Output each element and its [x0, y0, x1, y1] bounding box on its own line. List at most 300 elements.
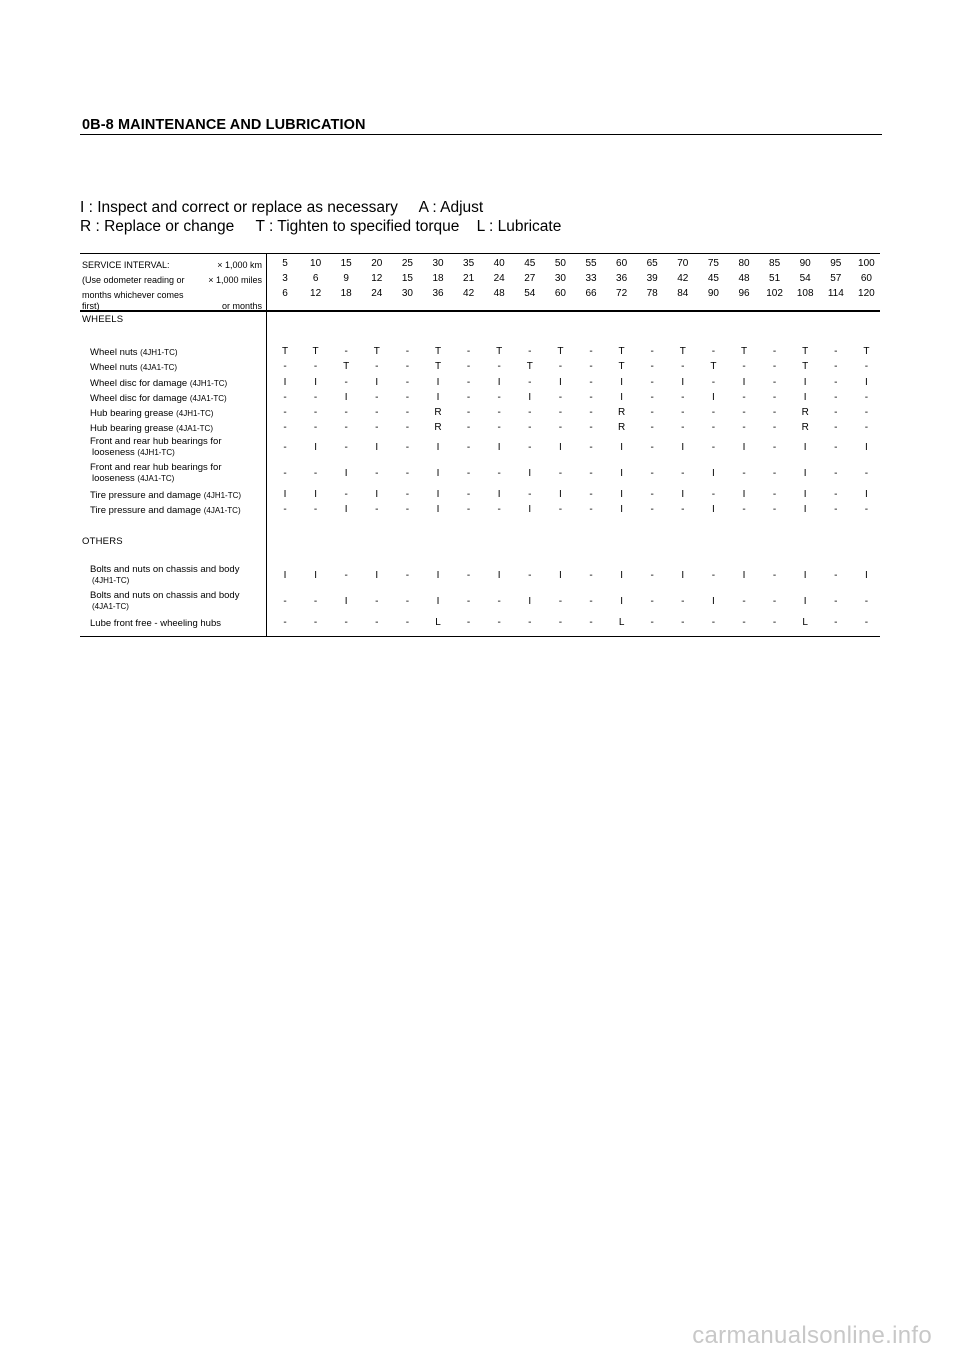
schedule-cell: -	[650, 392, 654, 403]
schedule-cell: -	[313, 407, 318, 418]
schedule-cell: -	[742, 504, 746, 515]
schedule-cell: I	[803, 468, 807, 479]
schedule-cell: -	[375, 392, 379, 403]
schedule-cell: -	[344, 442, 348, 453]
schedule-cell: -	[772, 407, 777, 418]
item-label	[90, 423, 262, 434]
schedule-cell: -	[375, 468, 379, 479]
schedule-cell: -	[466, 346, 471, 357]
schedule-cell: -	[742, 392, 746, 403]
schedule-cell: I	[712, 468, 715, 479]
schedule-cell: -	[650, 407, 654, 418]
item-name: Tire pressure and damage	[90, 490, 202, 501]
schedule-cell: -	[405, 489, 410, 500]
schedule-cell: -	[589, 570, 593, 581]
schedule-cell: -	[711, 377, 716, 388]
schedule-cell: I	[436, 468, 440, 479]
item-name: Wheel nuts	[90, 362, 138, 373]
schedule-cell: -	[344, 489, 348, 500]
schedule-cell: -	[650, 361, 654, 372]
schedule-cell: -	[589, 468, 593, 479]
item-label	[90, 618, 262, 629]
schedule-cell: I	[620, 392, 623, 403]
page-header	[80, 116, 882, 135]
schedule-cell: -	[834, 489, 838, 500]
schedule-cell: -	[466, 570, 471, 581]
interval-km-cell: 30	[432, 258, 444, 269]
item-variant: (4JH1-TC)	[203, 491, 242, 500]
schedule-cell: I	[681, 570, 685, 581]
schedule-cell: I	[436, 596, 440, 607]
schedule-cell: L	[802, 617, 808, 628]
schedule-cell: L	[435, 617, 441, 628]
schedule-cell: I	[528, 392, 532, 403]
schedule-cell: I	[436, 442, 440, 453]
item-variant: (4JA1-TC)	[189, 394, 227, 403]
schedule-cell: -	[589, 617, 593, 628]
schedule-cell: I	[314, 489, 317, 500]
schedule-cell: -	[681, 392, 685, 403]
schedule-cell: -	[497, 361, 501, 372]
schedule-cell: -	[405, 377, 410, 388]
schedule-cell: -	[864, 617, 869, 628]
schedule-cell: T	[618, 346, 625, 357]
interval-km-cell: 75	[707, 258, 719, 269]
interval-miles-cell: 27	[524, 273, 536, 284]
schedule-cell: -	[344, 346, 348, 357]
schedule-cell: I	[344, 596, 348, 607]
schedule-cell: I	[314, 442, 317, 453]
schedule-cell: I	[803, 504, 807, 515]
schedule-cell: -	[650, 468, 654, 479]
schedule-cell: -	[405, 504, 410, 515]
schedule-cell: R	[434, 407, 442, 418]
schedule-cell: R	[801, 407, 809, 418]
schedule-cell: -	[742, 422, 746, 433]
item-name: Tire pressure and damage	[90, 505, 202, 516]
schedule-cell: -	[283, 596, 287, 607]
schedule-cell: -	[589, 596, 593, 607]
interval-miles-cell: 6	[312, 273, 319, 284]
schedule-cell: -	[405, 442, 410, 453]
schedule-cell: I	[497, 570, 501, 581]
item-variant: (4JH1-TC)	[140, 348, 178, 357]
schedule-cell: -	[313, 617, 318, 628]
schedule-cell: -	[650, 489, 654, 500]
schedule-cell: I	[497, 377, 501, 388]
schedule-cell: -	[558, 422, 563, 433]
schedule-cell: I	[283, 377, 287, 388]
schedule-cell: -	[834, 570, 838, 581]
schedule-cell: -	[558, 468, 563, 479]
schedule-cell: I	[865, 489, 868, 500]
schedule-cell: -	[528, 570, 532, 581]
item-variant: (4JH1-TC)	[176, 409, 214, 418]
schedule-cell: -	[650, 596, 654, 607]
interval-months-cell: 78	[646, 288, 658, 299]
schedule-cell: I	[528, 596, 532, 607]
schedule-cell: I	[742, 442, 746, 453]
interval-months-cell: 72	[616, 288, 628, 299]
interval-miles-cell: 51	[769, 273, 781, 284]
interval-miles-cell: 12	[371, 273, 383, 284]
schedule-cell: I	[620, 596, 623, 607]
schedule-cell: -	[375, 596, 379, 607]
schedule-cell: -	[344, 617, 348, 628]
schedule-cell: I	[865, 570, 868, 581]
interval-miles-cell: 42	[677, 273, 689, 284]
schedule-cell: -	[650, 570, 654, 581]
schedule-cell: T	[557, 346, 564, 357]
section-heading: WHEELS	[82, 314, 124, 325]
schedule-cell: I	[681, 442, 685, 453]
schedule-cell: -	[466, 361, 471, 372]
schedule-cell: -	[834, 346, 838, 357]
schedule-cell: I	[620, 489, 623, 500]
item-variant: (4JH1-TC)	[92, 576, 130, 585]
schedule-cell: I	[344, 504, 348, 515]
schedule-cell: I	[742, 489, 746, 500]
schedule-cell: -	[681, 468, 685, 479]
interval-miles-cell: 45	[707, 273, 719, 284]
schedule-cell: I	[742, 377, 746, 388]
interval-km-cell: 55	[585, 258, 597, 269]
schedule-cell: -	[375, 361, 379, 372]
schedule-cell: -	[650, 442, 654, 453]
schedule-cell: -	[589, 442, 593, 453]
schedule-cell: T	[526, 361, 533, 372]
schedule-cell: T	[802, 346, 809, 357]
schedule-cell: R	[617, 407, 626, 418]
schedule-cell: -	[864, 596, 869, 607]
interval-miles-cell: 21	[463, 273, 475, 284]
schedule-cell: -	[681, 407, 685, 418]
unit-km-label: × 1,000 km	[217, 260, 262, 270]
section-heading: OTHERS	[82, 536, 123, 547]
interval-km-cell: 100	[858, 258, 875, 269]
item-name: Front and rear hub bearings for	[90, 436, 222, 447]
interval-months-cell: 36	[432, 288, 444, 299]
schedule-cell: -	[772, 617, 777, 628]
schedule-cell: -	[742, 361, 746, 372]
schedule-cell: I	[712, 392, 715, 403]
schedule-cell: -	[466, 489, 471, 500]
schedule-cell: -	[772, 468, 777, 479]
schedule-cell: I	[803, 596, 807, 607]
schedule-cell: I	[528, 504, 532, 515]
schedule-cell: -	[528, 617, 532, 628]
interval-km-cell: 60	[616, 258, 628, 269]
item-variant: (4JA1-TC)	[92, 602, 129, 611]
schedule-cell: -	[313, 392, 318, 403]
schedule-cell: -	[834, 407, 838, 418]
schedule-cell: I	[803, 377, 807, 388]
interval-miles-cell: 30	[554, 273, 566, 284]
schedule-cell: -	[711, 422, 716, 433]
interval-months-cell: 90	[707, 288, 719, 299]
schedule-cell: -	[375, 504, 379, 515]
schedule-cell: I	[283, 570, 287, 581]
schedule-cell: -	[558, 504, 563, 515]
schedule-cell: -	[864, 468, 869, 479]
schedule-cell: -	[466, 468, 471, 479]
schedule-cell: -	[313, 468, 318, 479]
schedule-cell: -	[283, 392, 287, 403]
schedule-cell: I	[681, 489, 685, 500]
schedule-cell: I	[375, 442, 379, 453]
schedule-cell: I	[712, 504, 715, 515]
schedule-cell: T	[281, 346, 289, 357]
item-variant: (4JH1-TC)	[189, 379, 228, 388]
item-variant: (4JH1-TC)	[137, 448, 175, 457]
schedule-cell: -	[772, 377, 777, 388]
schedule-cell: I	[375, 489, 379, 500]
schedule-cell: R	[801, 422, 809, 433]
interval-months-cell: 66	[585, 288, 597, 299]
page-title: 0B-8 MAINTENANCE AND LUBRICATION	[82, 117, 366, 133]
interval-miles-cell: 18	[432, 273, 444, 284]
schedule-cell: -	[772, 489, 777, 500]
item-label	[90, 362, 262, 373]
schedule-cell: I	[803, 442, 807, 453]
schedule-cell: -	[650, 346, 654, 357]
schedule-cell: -	[864, 407, 869, 418]
schedule-cell: I	[803, 570, 807, 581]
schedule-cell: -	[528, 489, 532, 500]
schedule-cell: I	[559, 377, 562, 388]
interval-km-cell: 40	[493, 258, 505, 269]
schedule-cell: R	[434, 422, 442, 433]
item-name-cont: looseness	[92, 447, 135, 458]
schedule-cell: -	[344, 377, 348, 388]
schedule-cell: -	[650, 422, 654, 433]
interval-miles-cell: 54	[799, 273, 811, 284]
item-name-line2	[90, 447, 262, 458]
schedule-cell: I	[559, 442, 562, 453]
schedule-cell: -	[313, 596, 318, 607]
interval-months-cell: 42	[463, 288, 475, 299]
schedule-cell: -	[283, 407, 287, 418]
schedule-cell: -	[742, 407, 746, 418]
schedule-cell: -	[681, 422, 685, 433]
item-name: Wheel nuts	[90, 347, 138, 358]
schedule-cell: I	[436, 377, 440, 388]
schedule-cell: I	[375, 377, 379, 388]
item-label	[90, 347, 262, 358]
schedule-cell: -	[466, 504, 471, 515]
interval-miles-cell: 24	[493, 273, 505, 284]
schedule-cell: -	[742, 596, 746, 607]
interval-months-cell: 84	[677, 288, 689, 299]
interval-months-cell: 114	[827, 288, 844, 299]
schedule-cell: -	[313, 361, 318, 372]
interval-km-cell: 95	[830, 258, 842, 269]
schedule-cell: -	[834, 596, 838, 607]
schedule-cell: T	[802, 361, 809, 372]
interval-months-cell: 24	[371, 288, 383, 299]
interval-km-cell: 35	[463, 258, 475, 269]
schedule-cell: -	[834, 617, 838, 628]
schedule-cell: -	[772, 442, 777, 453]
service-interval-label: SERVICE INTERVAL:	[82, 260, 170, 270]
schedule-cell: -	[558, 596, 563, 607]
interval-months-cell: 60	[554, 288, 566, 299]
interval-miles-cell: 9	[343, 273, 349, 284]
schedule-cell: -	[589, 422, 593, 433]
schedule-cell: -	[405, 570, 410, 581]
schedule-cell: -	[466, 392, 471, 403]
odometer-label: (Use odometer reading or	[82, 275, 185, 285]
schedule-cell: -	[834, 392, 838, 403]
schedule-cell: -	[528, 346, 532, 357]
interval-months-cell: 54	[524, 288, 536, 299]
schedule-cell: -	[772, 361, 777, 372]
item-label	[90, 378, 262, 389]
schedule-cell: -	[344, 570, 348, 581]
schedule-cell: -	[528, 422, 532, 433]
schedule-cell: -	[864, 422, 869, 433]
schedule-cell: I	[436, 392, 440, 403]
interval-km-cell: 15	[340, 258, 352, 269]
schedule-cell: -	[772, 422, 777, 433]
schedule-cell: -	[589, 377, 593, 388]
item-label	[90, 462, 262, 484]
schedule-cell: -	[405, 422, 410, 433]
schedule-cell: -	[313, 422, 318, 433]
schedule-cell: -	[375, 407, 379, 418]
schedule-cell: -	[834, 504, 838, 515]
schedule-cell: -	[497, 407, 501, 418]
schedule-cell: I	[375, 570, 379, 581]
schedule-cell: -	[405, 346, 410, 357]
interval-months-cell: 6	[282, 288, 288, 299]
schedule-cell: I	[528, 468, 532, 479]
interval-km-cell: 90	[799, 258, 811, 269]
schedule-cell: I	[865, 442, 868, 453]
schedule-cell: -	[405, 407, 410, 418]
schedule-cell: -	[834, 422, 838, 433]
schedule-cell: I	[620, 377, 623, 388]
item-variant: (4JA1-TC)	[137, 474, 175, 483]
schedule-cell: -	[283, 361, 287, 372]
schedule-cell: -	[589, 407, 593, 418]
schedule-cell: -	[711, 489, 716, 500]
interval-miles-cell: 48	[738, 273, 750, 284]
schedule-cell: -	[528, 377, 532, 388]
unit-miles-label: × 1,000 miles	[208, 275, 262, 285]
schedule-cell: -	[344, 407, 348, 418]
interval-months-cell: 102	[766, 288, 783, 299]
schedule-cell: -	[681, 617, 685, 628]
schedule-cell: I	[620, 570, 623, 581]
unit-months-label: or months	[221, 301, 262, 311]
interval-miles-cell: 3	[282, 273, 288, 284]
interval-km-cell: 20	[371, 258, 383, 269]
schedule-cell: -	[558, 361, 563, 372]
schedule-cell: T	[373, 346, 380, 357]
maintenance-schedule-table	[80, 253, 880, 637]
schedule-cell: -	[283, 468, 287, 479]
interval-km-cell: 65	[646, 258, 658, 269]
schedule-cell: -	[834, 442, 838, 453]
item-name: Bolts and nuts on chassis and body	[90, 590, 240, 601]
schedule-cell: -	[589, 346, 593, 357]
schedule-cell: -	[497, 422, 501, 433]
interval-km-cell: 5	[282, 258, 288, 269]
header-divider	[80, 310, 880, 312]
item-label	[90, 436, 262, 458]
interval-months-cell: 96	[738, 288, 750, 299]
schedule-cell: -	[528, 442, 532, 453]
item-label	[90, 408, 262, 419]
schedule-cell: T	[710, 361, 717, 372]
interval-km-cell: 70	[677, 258, 689, 269]
schedule-cell: T	[434, 361, 442, 372]
schedule-cell: -	[589, 489, 593, 500]
schedule-cell: I	[314, 570, 317, 581]
schedule-cell: -	[497, 596, 501, 607]
schedule-cell: -	[772, 346, 777, 357]
schedule-cell: I	[620, 442, 623, 453]
schedule-cell: -	[589, 392, 593, 403]
item-variant: (4JA1-TC)	[203, 506, 241, 515]
item-label	[90, 490, 262, 501]
schedule-cell: -	[466, 407, 471, 418]
item-variant: (4JA1-TC)	[176, 424, 213, 433]
interval-km-cell: 10	[310, 258, 322, 269]
schedule-cell: -	[497, 392, 501, 403]
schedule-cell: -	[405, 596, 410, 607]
schedule-cell: -	[772, 596, 777, 607]
schedule-cell: -	[711, 570, 716, 581]
schedule-cell: L	[618, 617, 625, 628]
schedule-cell: -	[558, 617, 563, 628]
schedule-cell: T	[312, 346, 319, 357]
schedule-cell: -	[466, 617, 471, 628]
schedule-cell: -	[650, 504, 654, 515]
schedule-cell: I	[865, 377, 868, 388]
item-name-cont: looseness	[92, 473, 135, 484]
interval-months-cell: 12	[310, 288, 322, 299]
schedule-cell: -	[283, 442, 287, 453]
schedule-cell: -	[711, 617, 716, 628]
schedule-cell: I	[559, 570, 562, 581]
interval-months-cell: 18	[340, 288, 352, 299]
schedule-cell: I	[436, 504, 440, 515]
watermark: carmanualsonline.info	[692, 1322, 932, 1349]
schedule-cell: -	[497, 617, 501, 628]
schedule-cell: -	[466, 377, 471, 388]
schedule-cell: -	[650, 377, 654, 388]
schedule-cell: -	[375, 422, 379, 433]
schedule-cell: I	[559, 489, 562, 500]
schedule-cell: I	[344, 392, 348, 403]
schedule-cell: -	[528, 407, 532, 418]
item-name: Front and rear hub bearings for	[90, 462, 222, 473]
schedule-cell: -	[681, 504, 685, 515]
item-variant: (4JA1-TC)	[140, 363, 178, 372]
schedule-cell: T	[740, 346, 748, 357]
schedule-cell: -	[864, 504, 869, 515]
item-name: Bolts and nuts on chassis and body	[90, 564, 240, 575]
schedule-cell: -	[344, 422, 348, 433]
schedule-cell: -	[711, 407, 716, 418]
item-name: Hub bearing grease	[90, 423, 174, 434]
schedule-cell: T	[863, 346, 870, 357]
schedule-cell: I	[742, 570, 746, 581]
schedule-cell: -	[405, 361, 410, 372]
months-label: months whichever comes	[82, 290, 184, 300]
